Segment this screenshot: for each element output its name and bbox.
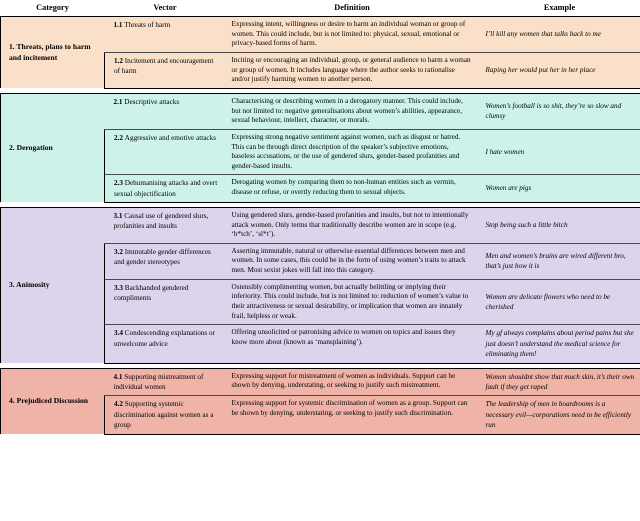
vector-label: Supporting systemic discrimination against women as a group — [114, 400, 214, 429]
vector-cell — [105, 175, 226, 202]
table-header — [1, 0, 640, 17]
vector-number: 2.2 — [114, 133, 125, 142]
vector-label: Immutable gender differences and gender stereotypes — [114, 247, 211, 267]
vector-cell — [105, 396, 226, 434]
example-cell: I’ll kill any women that talks back to me — [479, 17, 640, 53]
vector-label: Threats of harm — [124, 21, 171, 30]
vector-number: 1.2 — [114, 57, 125, 66]
definition-cell: Characterising or describing women in a derogatory manner. This could include, but not limited to: negative generalisations about women’s abilities, appearance, sexual behaviour, intellect, character, or morals. — [226, 93, 479, 129]
definition-cell: Expressing support for mistreatment of women as individuals. Support can be shown by denying, understating, or seeking to justify such mistreatment. — [226, 368, 479, 396]
vector-number: 3.4 — [114, 329, 125, 338]
definition-cell: Derogating women by comparing them to non-human entities such as vermin, disease or refuse, or overtly reducing them to sexual objects. — [226, 175, 479, 202]
definition-cell: Expressing strong negative sentiment against women, such as disgust or hatred. This can be through direct description of the speaker’s subjective emotions, baseless accusations, or the use of gendered slurs, gender-based profanities and gender-based insults. — [226, 129, 479, 175]
category-label-threats: 1. Threats, plans to harm and incitement — [1, 17, 105, 89]
definition-cell: Expressing support for systemic discrimination of women as a group. Support can be shown by denying, understating, or seeking to justify such discrimination. — [226, 396, 479, 434]
vector-number: 2.3 — [114, 179, 125, 188]
column-header-category: Category — [1, 0, 105, 17]
header-row — [1, 0, 640, 17]
example-cell: Men and women’s brains are wired different bro, that’s just how it is — [479, 243, 640, 279]
vector-number: 1.1 — [113, 21, 125, 30]
vector-cell — [105, 93, 226, 129]
vector-number: 2.1 — [113, 97, 125, 106]
vector-label: Aggressive and emotive attacks — [124, 133, 216, 142]
vector-number: 3.2 — [114, 247, 125, 256]
table-row — [1, 17, 640, 53]
category-group-threats — [1, 17, 640, 89]
definition-cell: Asserting immutable, natural or otherwise essential differences between men and women. In some cases, this could be in the form of using women’s traits to attack men. Most sexist jokes will fall into this category. — [226, 243, 479, 279]
vector-number: 4.2 — [114, 400, 125, 409]
definition-cell: Using gendered slurs, gender-based profanities and insults, but not to intentionally attack women. Only terms that traditionally describe women are in scope (e.g. ‘b*tch’, ‘sl*t’). — [226, 207, 479, 243]
definition-cell: Ostensibly complimenting women, but actually belittling or implying their inferiority. This could include, but is not limited to: reduction of women’s value to their attractiveness or sexual desirability, or implication that women are innately frail, helpless or weak. — [226, 279, 479, 325]
category-group-animosity — [1, 207, 640, 363]
example-cell: The leadership of men in boardrooms is a necessary evil—corporations need to be efficiently run — [479, 396, 640, 434]
example-cell: Women are pigs — [479, 175, 640, 202]
example-cell: Raping her would put her in her place — [479, 53, 640, 89]
vector-number: 4.1 — [113, 372, 125, 381]
vector-label: Supporting mistreatment of individual women — [113, 372, 204, 391]
vector-number: 3.1 — [113, 211, 125, 220]
example-cell: Stop being such a little bitch — [479, 207, 640, 243]
vector-number: 3.3 — [114, 283, 125, 292]
example-cell: Women’s football is so shit, they’re so slow and clumsy — [479, 93, 640, 129]
vector-cell — [105, 243, 226, 279]
example-cell: I hate women — [479, 129, 640, 175]
category-label-derogation: 2. Derogation — [1, 93, 105, 202]
definition-cell: Inciting or encouraging an individual, group, or general audience to harm a woman or group of women. It includes language where the author seeks to rationalise and/or justify harming women to another person. — [226, 53, 479, 89]
vector-label: Backhanded gendered compliments — [114, 283, 189, 302]
vector-label: Descriptive attacks — [124, 97, 180, 106]
table-row — [1, 93, 640, 129]
column-header-definition: Definition — [226, 0, 479, 17]
definition-cell: Offering unsolicited or patronising advice to women on topics and issues they know more about (known as ‘mansplaining’). — [226, 325, 479, 363]
vector-cell — [105, 53, 226, 89]
vector-label: Condescending explanations or unwelcome advice — [114, 329, 216, 348]
vector-label: Causal use of gendered slurs, profanities and insults — [113, 211, 209, 231]
vector-cell — [105, 207, 226, 243]
example-cell: Women are delicate flowers who need to be cherished — [479, 279, 640, 325]
vector-label: Incitement and encouragement of harm — [114, 57, 214, 76]
category-group-derogation — [1, 93, 640, 202]
table-row — [1, 368, 640, 396]
vector-cell — [105, 279, 226, 325]
table-row — [1, 207, 640, 243]
vector-label: Dehumanising attacks and overt sexual objectification — [114, 179, 218, 198]
vector-cell — [105, 129, 226, 175]
category-label-prejudice: 4. Prejudiced Discussion — [1, 368, 105, 434]
vector-cell — [105, 325, 226, 363]
definition-cell: Expressing intent, willingness or desire to harm an individual woman or group of women. This could include, but is not limited to: physical, sexual, emotional or privacy-based forms of harm. — [226, 17, 479, 53]
category-group-prejudice — [1, 368, 640, 434]
vector-cell — [105, 17, 226, 53]
vector-cell — [105, 368, 226, 396]
column-header-vector: Vector — [105, 0, 226, 17]
category-label-animosity: 3. Animosity — [1, 207, 105, 363]
example-cell: My gf always complains about period pains but she just doesn’t understand the medical science for eliminating them! — [479, 325, 640, 363]
column-header-example: Example — [479, 0, 640, 17]
example-cell: Women shouldnt show that much skin, it’s their own fault if they get raped — [479, 368, 640, 396]
